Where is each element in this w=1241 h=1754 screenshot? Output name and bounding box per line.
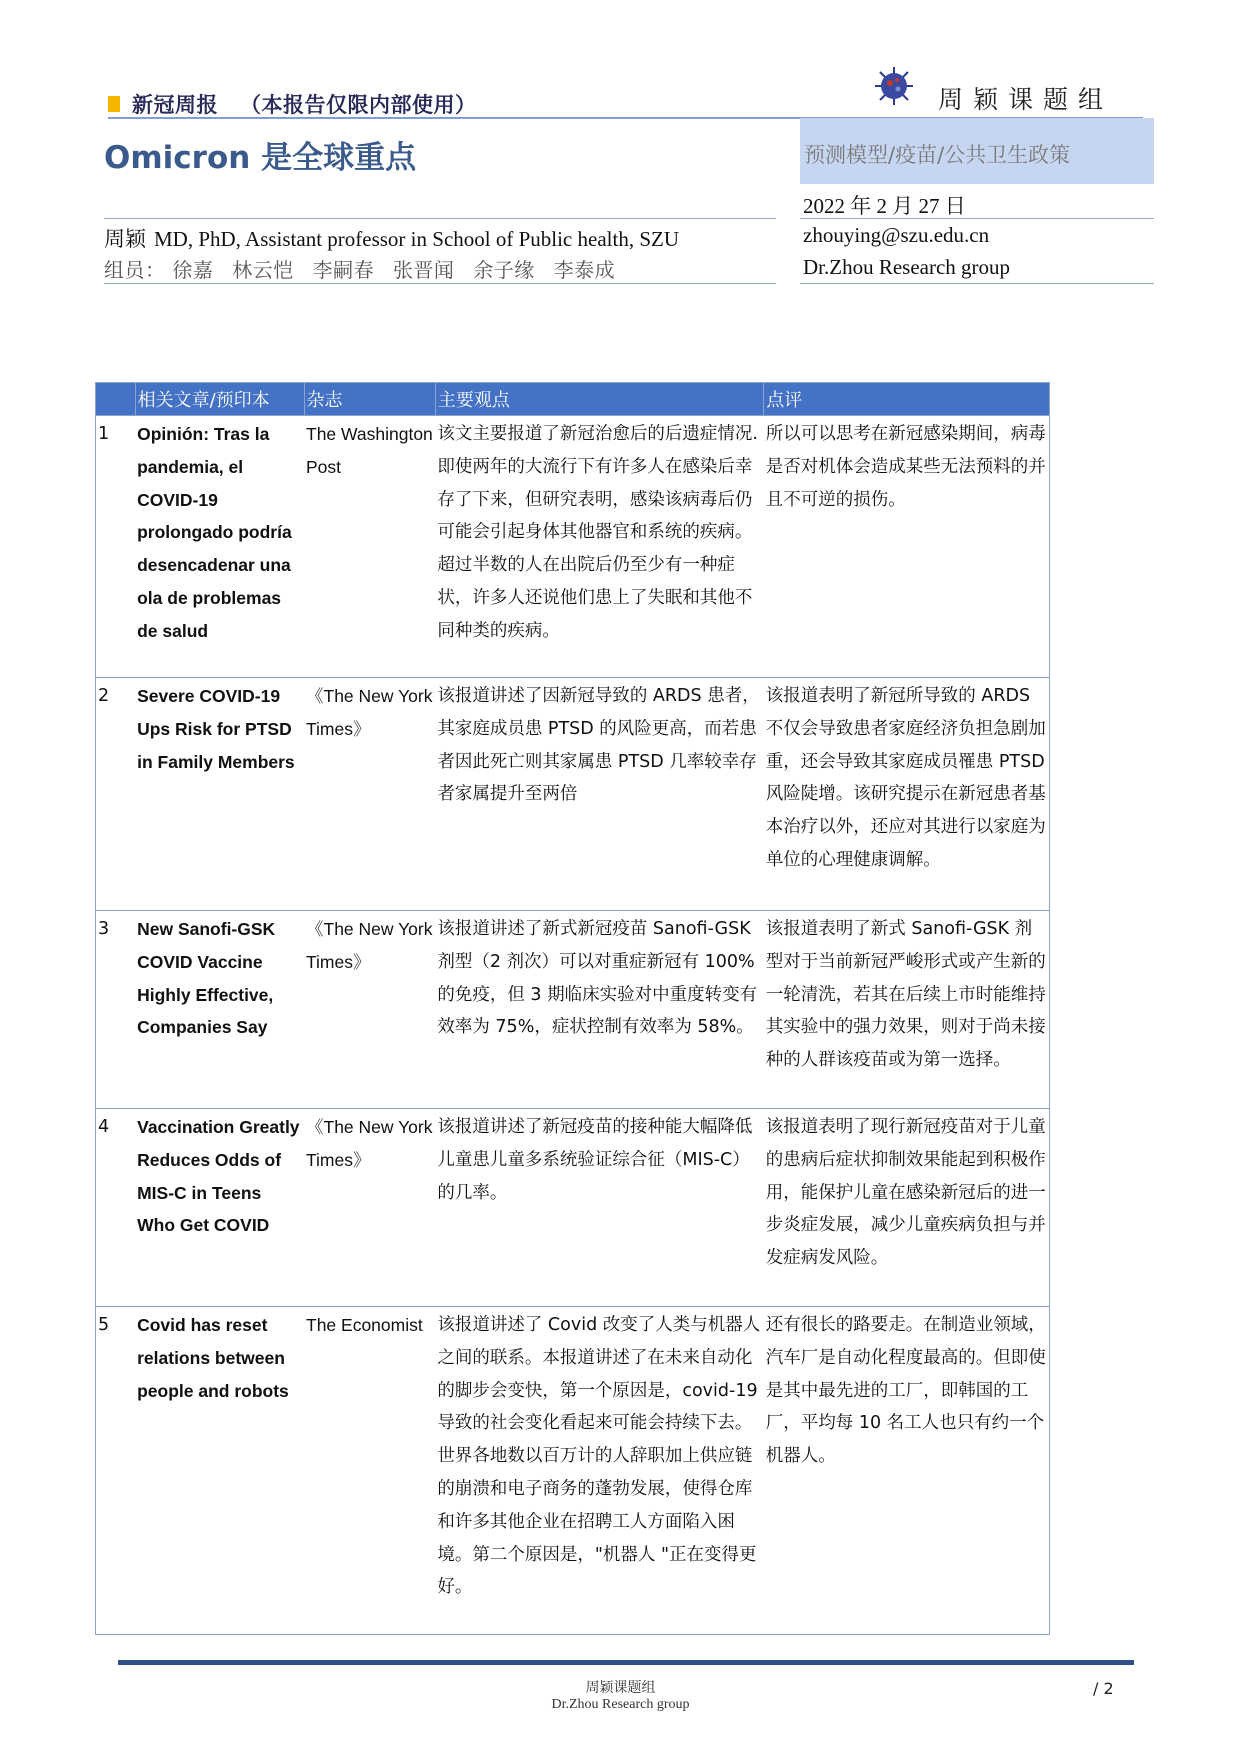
table-row <box>96 678 1050 911</box>
group-name: 周颖课题组 <box>938 85 1114 114</box>
footer-group-cn: 周颖课题组 <box>585 1680 656 1696</box>
report-note: （本报告仅限内部使用） <box>240 93 477 117</box>
row-number: 2 <box>96 678 136 911</box>
main-point: 该文主要报道了新冠治愈后的后遗症情况.即使两年的大流行下有许多人在感染后幸存了下来，但研究表明，感染该病毒后仍可能会引起身体其他器官和系统的疾病。超过半数的人在出院后仍至少有一种症状，许多人还说他们患上了失眠和其他不同种类的疾病。 <box>435 416 763 678</box>
column-header: 杂志 <box>304 383 435 416</box>
column-header: 主要观点 <box>435 383 763 416</box>
journal: The Washington Post <box>304 416 435 678</box>
column-header <box>96 383 136 416</box>
main-point: 该报道讲述了新式新冠疫苗 Sanofi-GSK 剂型（2 剂次）可以对重症新冠有 100%的免疫，但 3 期临床实验对中重度转变有效率为 75%，症状控制有效率为 58%。 <box>435 911 763 1109</box>
comment: 该报道表明了新冠所导致的 ARDS 不仅会导致患者家庭经济负担急剧加重，还会导致其家庭成员罹患 PTSD 风险陡增。该研究提示在新冠患者基本治疗以外，还应对其进行以家庭为单位的心理健康调解。 <box>764 678 1050 911</box>
row-number: 3 <box>96 911 136 1109</box>
virus-logo-icon <box>874 66 914 106</box>
member: 徐嘉 <box>172 258 214 282</box>
row-number: 1 <box>96 416 136 678</box>
topic-tags: 预测模型/疫苗/公共卫生政策 <box>804 143 1071 167</box>
report-date: 2022 年 2 月 27 日 <box>803 194 966 218</box>
divider <box>104 218 776 219</box>
row-number: 4 <box>96 1109 136 1307</box>
contact-email[interactable]: zhouying@szu.edu.cn <box>803 223 990 247</box>
table-row <box>96 1109 1050 1307</box>
member: 李泰成 <box>553 258 616 282</box>
journal: The Economist <box>304 1307 435 1635</box>
comment: 还有很长的路要走。在制造业领域，汽车厂是自动化程度最高的。但即使是其中最先进的工厂，即韩国的工厂，平均每 10 名工人也只有约一个机器人。 <box>764 1307 1050 1635</box>
member: 林云恺 <box>232 258 294 282</box>
journal: 《The New York Times》 <box>304 911 435 1109</box>
member: 余子缘 <box>473 258 535 282</box>
comment: 该报道表明了现行新冠疫苗对于儿童的患病后症状抑制效果能起到积极作用，能保护儿童在感染新冠后的进一步炎症发展，减少儿童疾病负担与并发症病发风险。 <box>764 1109 1050 1307</box>
members-line <box>104 254 627 283</box>
footer-group-en: Dr.Zhou Research group <box>551 1697 690 1712</box>
main-point: 该报道讲述了新冠疫苗的接种能大幅降低儿童患儿童多系统验证综合征（MIS-C）的几率。 <box>435 1109 763 1307</box>
author-title: MD, PhD, Assistant professor in School of Public health, SZU <box>154 227 679 251</box>
divider <box>104 283 776 284</box>
journal: 《The New York Times》 <box>304 1109 435 1307</box>
members-label: 组员： <box>104 258 166 282</box>
table-header <box>96 383 1050 416</box>
articles-table <box>95 382 1050 1635</box>
table-row <box>96 1307 1050 1635</box>
header-marker <box>108 96 120 112</box>
member: 张晋闻 <box>392 258 455 282</box>
article-title: Covid has reset relations between people and robots <box>135 1307 304 1635</box>
article-title: Opinión: Tras la pandemia, el COVID-19 prolongado podría desencadenar una ola de problemas de salud <box>135 416 304 678</box>
column-header: 相关文章/预印本 <box>135 383 304 416</box>
page-number: / 2 <box>1093 1679 1114 1698</box>
report-name-text: 新冠周报 <box>132 93 218 117</box>
author-name: 周颖 <box>104 227 146 251</box>
table-row <box>96 416 1050 678</box>
report-name <box>132 89 477 119</box>
article-title: Vaccination Greatly Reduces Odds of MIS-C in Teens Who Get COVID <box>135 1109 304 1307</box>
article-title: Severe COVID-19 Ups Risk for PTSD in Family Members <box>135 678 304 911</box>
article-title: New Sanofi-GSK COVID Vaccine Highly Effective, Companies Say <box>135 911 304 1109</box>
page-title: Omicron 是全球重点 <box>104 140 417 176</box>
divider <box>800 283 1154 284</box>
member: 李嗣春 <box>312 258 375 282</box>
table-row <box>96 911 1050 1109</box>
column-header: 点评 <box>764 383 1050 416</box>
comment: 该报道表明了新式 Sanofi-GSK 剂型对于当前新冠严峻形式或产生新的一轮清洗，若其在后续上市时能维持其实验中的强力效果，则对于尚未接种的人群该疫苗或为第一选择。 <box>764 911 1050 1109</box>
main-point: 该报道讲述了因新冠导致的 ARDS 患者，其家庭成员患 PTSD 的风险更高，而若患者因此死亡则其家属患 PTSD 几率较幸存者家属提升至两倍 <box>435 678 763 911</box>
row-number: 5 <box>96 1307 136 1635</box>
research-group: Dr.Zhou Research group <box>803 255 1011 279</box>
divider <box>800 218 1154 219</box>
author-line <box>104 223 679 253</box>
comment: 所以可以思考在新冠感染期间，病毒是否对机体会造成某些无法预料的并且不可逆的损伤。 <box>764 416 1050 678</box>
journal: 《The New York Times》 <box>304 678 435 911</box>
footer-divider <box>118 1660 1134 1665</box>
main-point: 该报道讲述了 Covid 改变了人类与机器人之间的联系。本报道讲述了在未来自动化的脚步会变快，第一个原因是，covid-19 导致的社会变化看起来可能会持续下去。世界各地数以百万计的人辞职加上供应链的崩溃和电子商务的蓬勃发展，使得仓库和许多其他企业在招聘工人方面陷入困境。第二个原因是，"机器人 "正在变得更好。 <box>435 1307 763 1635</box>
